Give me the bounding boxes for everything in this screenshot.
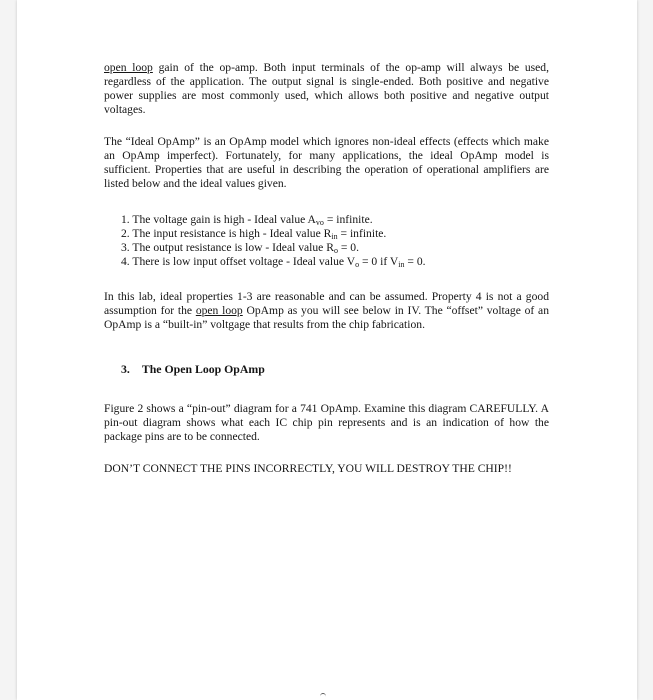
paragraph-ideal-opamp: The “Ideal OpAmp” is an OpAmp model which ignores non-ideal effects (effects which make an OpAmp imperfect). Fortunately, for many applications, the ideal OpAmp model is sufficient. Properties that are useful in describing the operation of operational amplifiers are listed below and the ideal values given. [104, 135, 549, 190]
paragraph-text: gain of the op-amp. Both input terminals of the op-amp will always be used, regardless of the application. The output signal is single-ended. Both positive and negative power supplies are most commonly used, which allows both positive and negative output voltages. [104, 61, 549, 116]
page-edge-mark [320, 693, 326, 700]
list-number: 3. [121, 241, 130, 254]
paragraph-lab-properties: In this lab, ideal properties 1-3 are reasonable and can be assumed. Property 4 is not a good assumption for the open loop OpAmp as you will see below in IV. The “offset” voltage of an OpAmp is a “built-in” voltgage that results from the chip fabrication. [104, 290, 549, 331]
document-page [17, 0, 637, 700]
list-item: 2. The input resistance is high - Ideal value $R_{in}$ = infinite. [121, 227, 387, 241]
open-loop-term: open loop [195, 304, 243, 317]
open-loop-term: open loop [104, 61, 153, 74]
section-title: The Open Loop OpAmp [141, 362, 265, 376]
list-item: 4. There is low input offset voltage - Ideal value $V_o = 0$ if $V_{in} = 0$. [121, 255, 426, 269]
list-number: 2. [121, 227, 130, 240]
list-number: 1. [121, 213, 130, 226]
section-heading [121, 362, 549, 376]
list-item: 3. The output resistance is low - Ideal value $R_o = 0$. [121, 241, 359, 255]
list-item: 1. The voltage gain is high - Ideal value $A_{vo}$ = infinite. [121, 213, 373, 227]
ideal-properties-list [104, 213, 549, 269]
section-number: 3. [121, 362, 130, 376]
page-content [104, 61, 549, 476]
paragraph-warning: DON’T CONNECT THE PINS INCORRECTLY, YOU WILL DESTROY THE CHIP!! [104, 462, 512, 475]
paragraph-open-loop-gain [104, 61, 549, 117]
paragraph-pin-out: Figure 2 shows a “pin-out” diagram for a 741 OpAmp. Examine this diagram CAREFULLY. A pin-out diagram shows what each IC chip pin represents and is an indication of how the package pins are to be connected. [104, 402, 549, 443]
list-number: 4. [121, 255, 130, 268]
